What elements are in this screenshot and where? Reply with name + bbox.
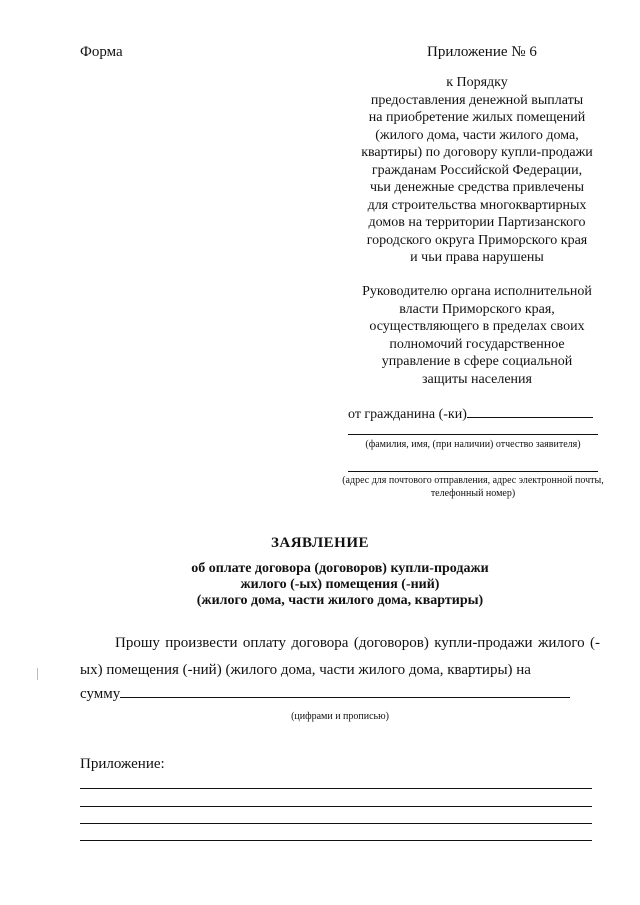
- statement-body-text: Прошу произвести оплату договора (договоров) купли-продажи жилого (-ых) помещения (-ний) (жилого дома, части жилого дома, квартиры) на: [80, 635, 600, 678]
- addressee-line: осуществляющего в пределах своих: [369, 319, 585, 334]
- statement-subtitle: [80, 561, 600, 609]
- appendix-ref-line: для строительства многоквартирных: [367, 197, 587, 213]
- form-label: Форма: [80, 44, 123, 60]
- scan-mark: [37, 668, 38, 680]
- appendix-ref-line: гражданам Российской Федерации,: [371, 162, 583, 178]
- from-name-field[interactable]: [467, 403, 593, 418]
- attachment-line[interactable]: [80, 840, 592, 841]
- sum-line: [80, 681, 570, 703]
- appendix-ref-line: (жилого дома, части жилого дома,: [375, 127, 579, 143]
- sum-field[interactable]: [120, 681, 570, 698]
- appendix-ref-line: квартиры) по договору купли-продажи: [361, 145, 593, 160]
- appendix-ref-line: предоставления денежной выплаты: [370, 92, 584, 108]
- statement-title: ЗАЯВЛЕНИЕ: [270, 535, 370, 551]
- appendix-ref-line: на приобретение жилых помещений: [368, 110, 586, 125]
- address-caption: (адрес для почтового отправления, адрес электронной почты, телефонный номер): [342, 475, 604, 499]
- from-label: от гражданина (-ки): [348, 407, 467, 422]
- subtitle-line: об оплате договора (договоров) купли-продажи: [191, 561, 489, 576]
- appendix-ref-line: домов на территории Партизанского: [368, 215, 586, 230]
- subtitle-line: жилого (-ых) помещения (-ний): [240, 577, 440, 592]
- appendix-reference: [336, 74, 618, 267]
- attachment-line[interactable]: [80, 806, 592, 807]
- appendix-ref-line: городского округа Приморского края: [366, 232, 588, 248]
- attachments-label: Приложение:: [80, 756, 165, 772]
- from-line: [348, 403, 593, 423]
- subtitle-line: (жилого дома, части жилого дома, квартиры): [196, 593, 484, 608]
- addressee-line: власти Приморского края,: [399, 301, 555, 317]
- sum-caption: (цифрами и прописью): [291, 711, 389, 722]
- appendix-ref-line: к Порядку: [446, 75, 508, 90]
- addressee-line: управление в сфере социальной: [381, 354, 573, 369]
- appendix-number: Приложение № 6: [427, 44, 537, 60]
- addressee-line: полномочий государственное: [389, 336, 565, 352]
- appendix-ref-line: и чьи права нарушены: [410, 250, 544, 265]
- name-caption: (фамилия, имя, (при наличии) отчество заявителя): [365, 439, 581, 450]
- addressee-block: [336, 283, 618, 388]
- addressee-line: защиты населения: [422, 371, 532, 387]
- name-field-line[interactable]: [348, 434, 598, 435]
- attachment-line[interactable]: [80, 788, 592, 789]
- appendix-ref-line: чьи денежные средства привлечены: [370, 180, 584, 195]
- address-field-line[interactable]: [348, 471, 598, 472]
- sum-label: сумму: [80, 686, 121, 702]
- addressee-line: Руководителю органа исполнительной: [362, 284, 592, 299]
- statement-body: [80, 630, 600, 684]
- attachment-line[interactable]: [80, 823, 592, 824]
